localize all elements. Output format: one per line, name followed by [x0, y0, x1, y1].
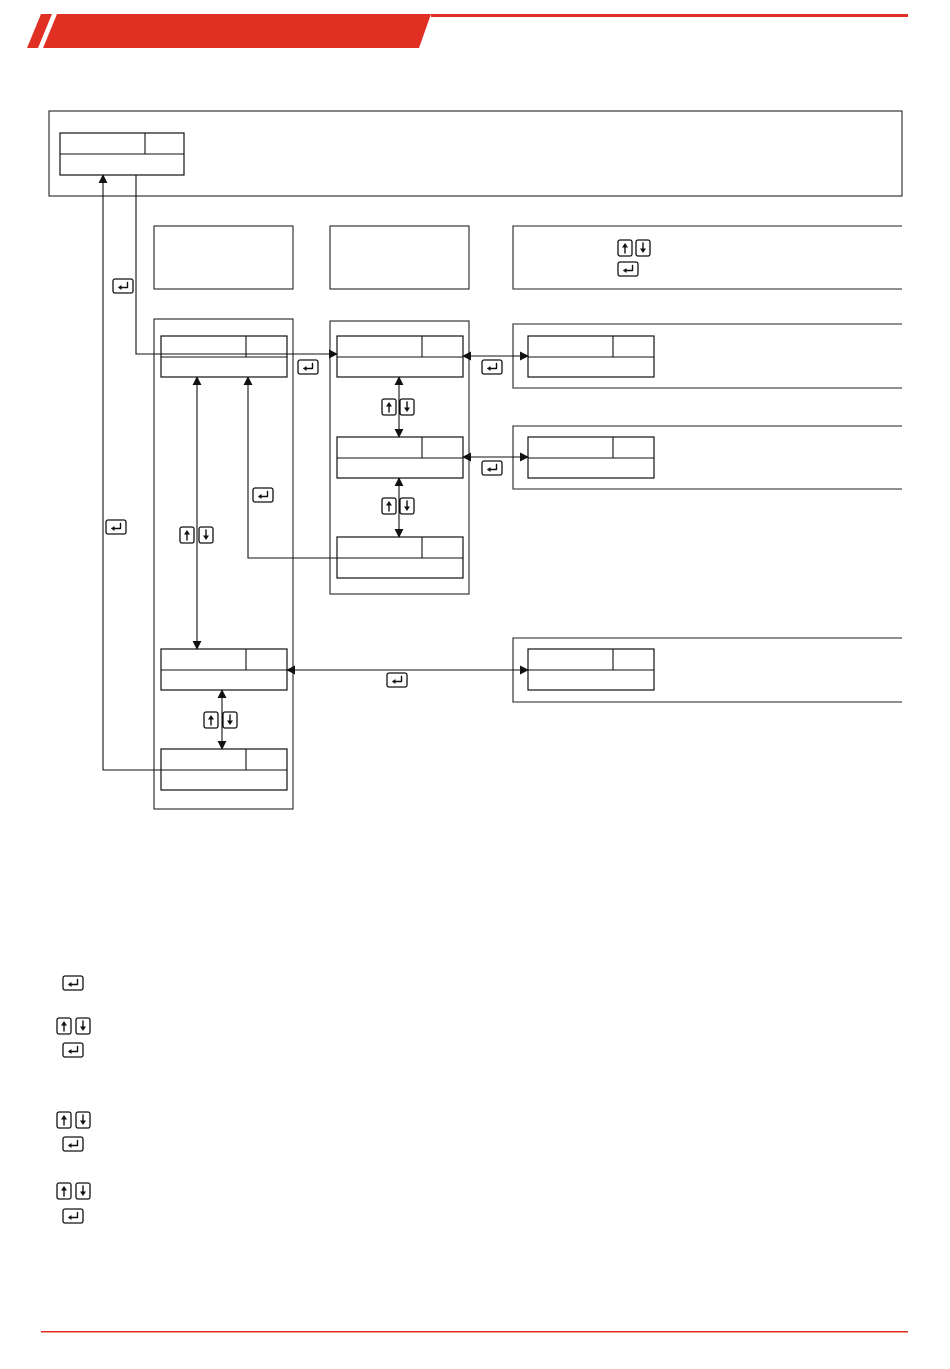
connector-main-to-submenu — [136, 175, 337, 354]
up-key-icon — [382, 498, 396, 514]
setting-display-1 — [528, 336, 654, 377]
description-frame-2 — [330, 226, 469, 289]
down-key-icon — [400, 498, 414, 514]
enter-key-icon — [63, 1137, 83, 1151]
down-key-icon — [223, 712, 237, 728]
up-key-icon — [382, 399, 396, 415]
up-key-icon — [57, 1018, 71, 1034]
main-display — [60, 133, 184, 175]
submenu-display-2 — [337, 437, 463, 478]
menu-display-3 — [161, 749, 287, 790]
down-key-icon — [400, 399, 414, 415]
description-frame-3 — [513, 226, 902, 289]
description-frame-1 — [154, 226, 293, 289]
down-key-icon — [76, 1183, 90, 1199]
setting-display-3 — [528, 649, 654, 690]
setting-display-2 — [528, 437, 654, 478]
down-key-icon — [636, 240, 650, 256]
connector-menu3-to-main — [103, 175, 161, 770]
enter-key-icon — [106, 520, 126, 534]
up-key-icon — [618, 240, 632, 256]
enter-key-icon — [253, 488, 273, 502]
enter-key-icon — [63, 1043, 83, 1057]
enter-key-icon — [482, 360, 502, 374]
menu-display-1 — [161, 336, 287, 377]
enter-key-icon — [618, 262, 638, 276]
enter-key-icon — [387, 673, 407, 687]
header-band — [27, 14, 908, 48]
legend — [57, 976, 90, 1223]
up-key-icon — [57, 1112, 71, 1128]
menu-display-2 — [161, 649, 287, 690]
enter-key-icon — [113, 279, 133, 293]
submenu-display-3 — [337, 537, 463, 578]
down-key-icon — [76, 1018, 90, 1034]
enter-key-icon — [63, 976, 83, 990]
up-key-icon — [57, 1183, 71, 1199]
submenu-display-1 — [337, 336, 463, 377]
enter-key-icon — [482, 461, 502, 475]
up-key-icon — [204, 712, 218, 728]
down-key-icon — [76, 1112, 90, 1128]
menu-column-frame — [154, 319, 293, 809]
down-key-icon — [199, 527, 213, 543]
enter-key-icon — [298, 360, 318, 374]
enter-key-icon — [63, 1209, 83, 1223]
footer-rule — [41, 1331, 908, 1333]
up-key-icon — [180, 527, 194, 543]
